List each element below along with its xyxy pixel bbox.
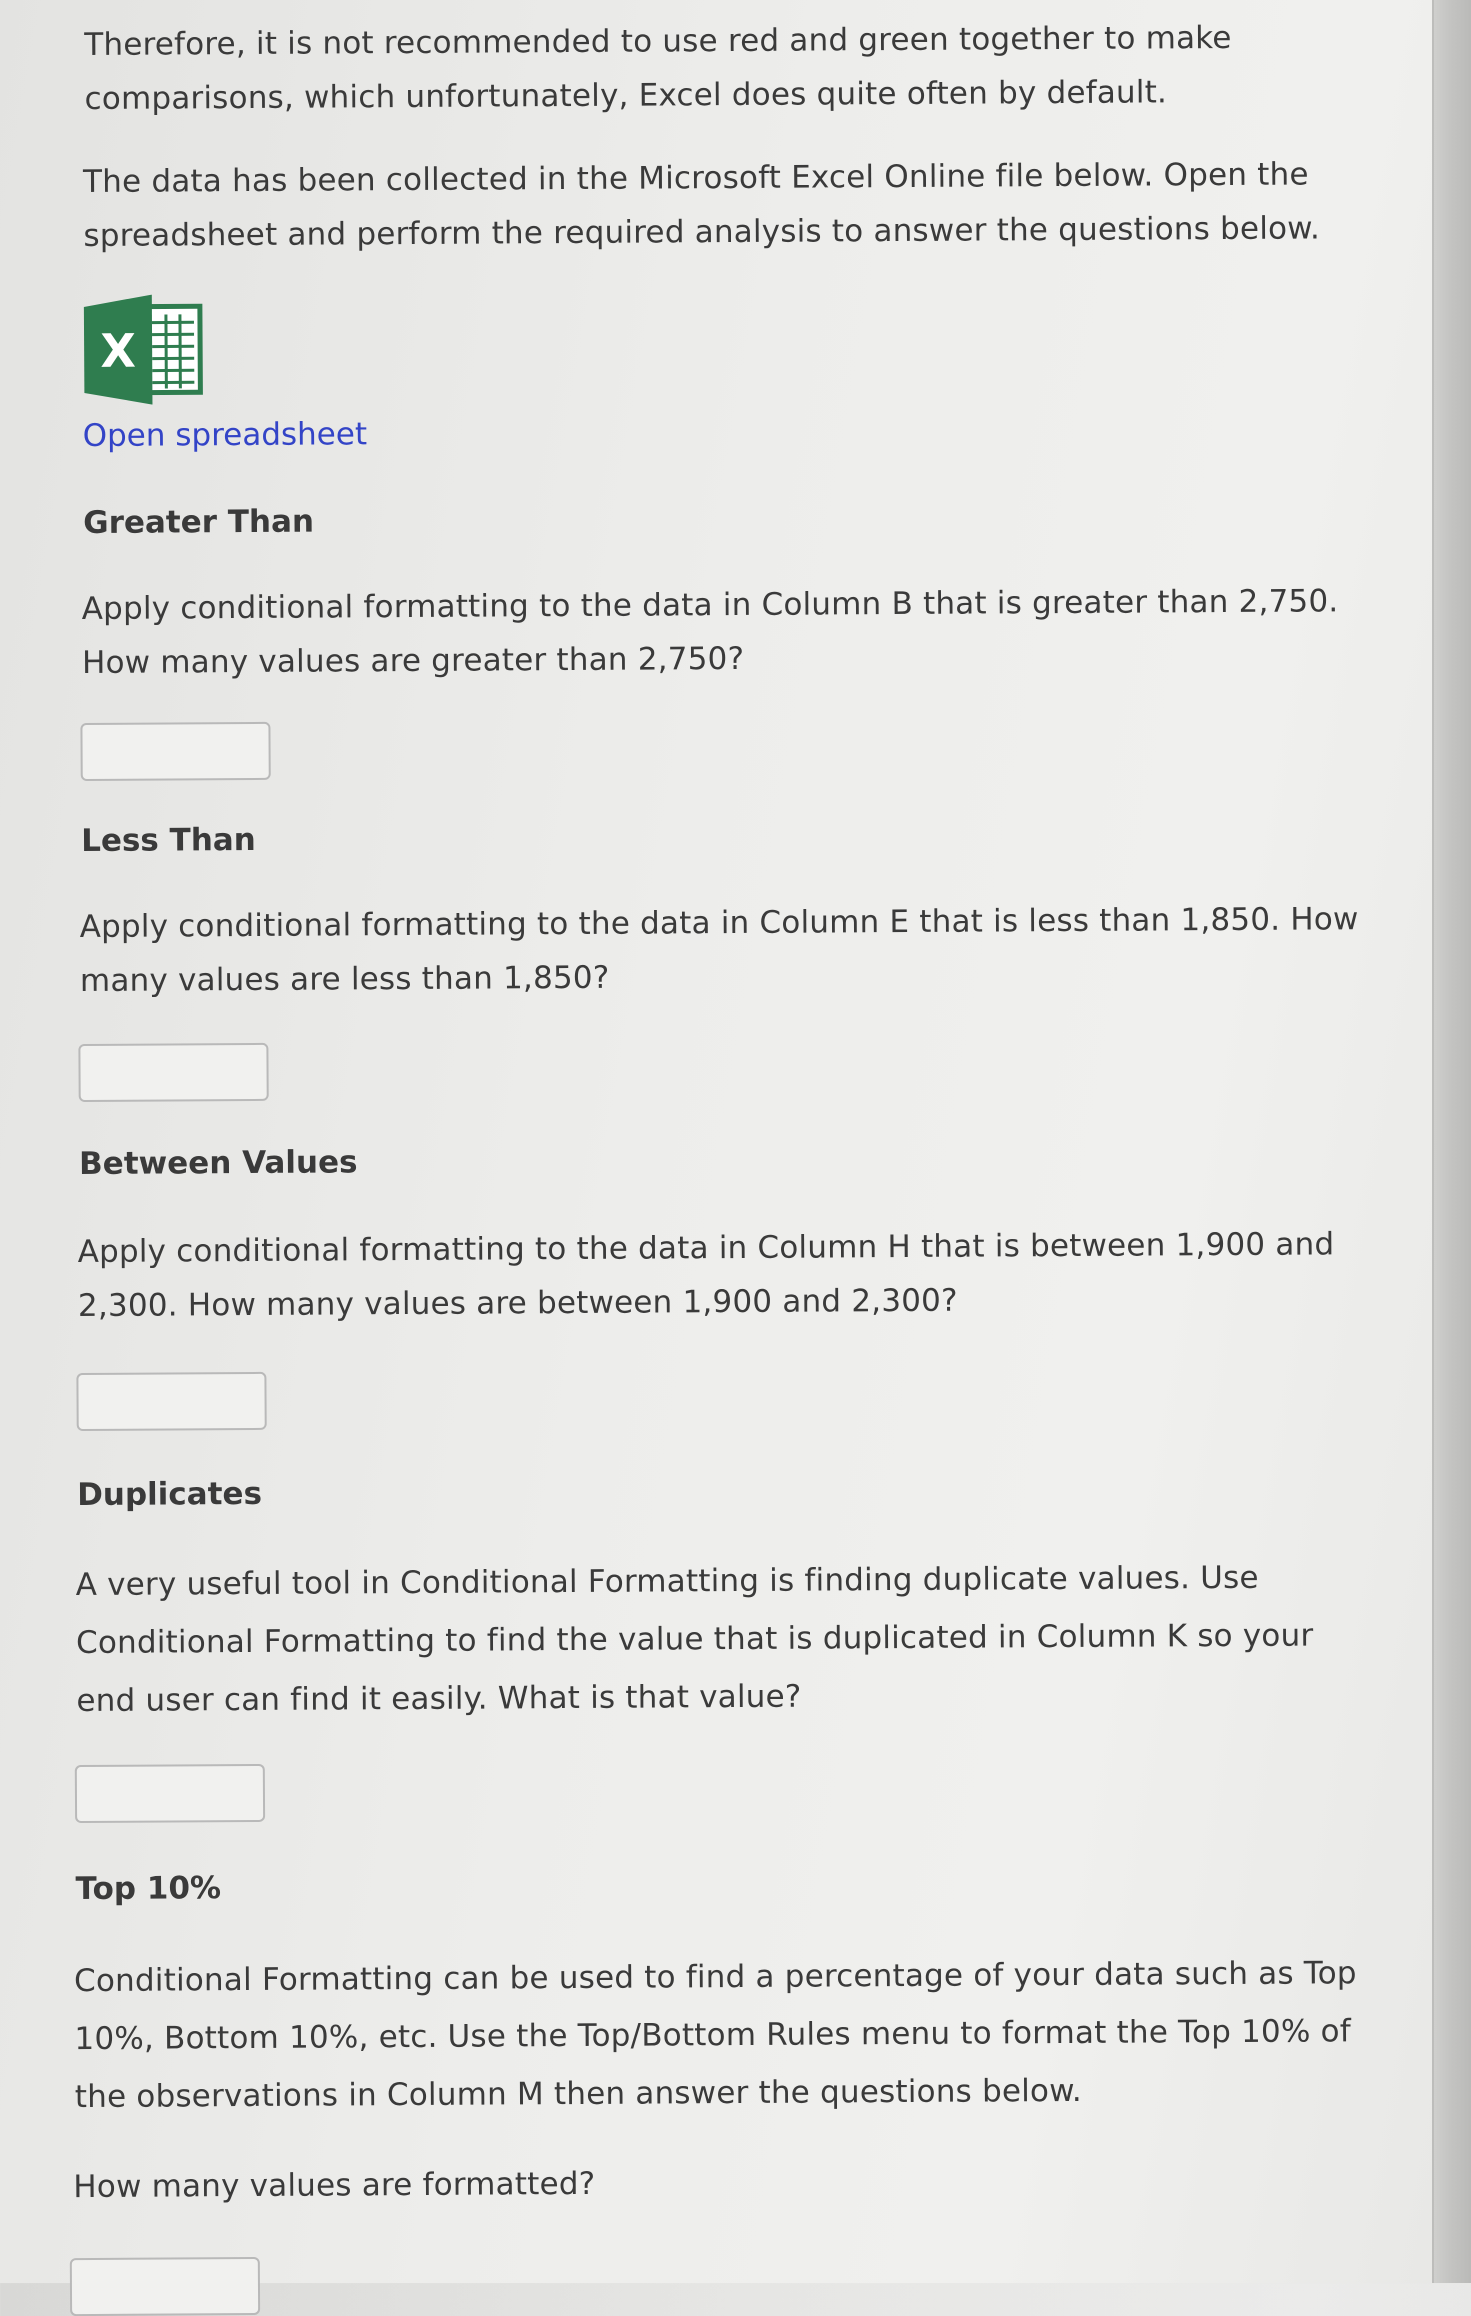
section-heading-top-10-percent: Top 10% <box>75 1870 221 1907</box>
section-heading-greater-than: Greater Than <box>83 504 314 541</box>
answer-input-greater-than[interactable] <box>80 722 270 781</box>
excel-file-icon[interactable] <box>82 294 205 405</box>
question-less-than: Apply conditional formatting to the data in Column E that is less than 1,850. How many values are less than 1,850? <box>79 892 1370 1008</box>
subquestion-top-10-percent: How many values are formatted? <box>73 2153 1273 2214</box>
excel-icon-letter: X <box>100 324 136 378</box>
intro-paragraph-2: The data has been collected in the Microsoft Excel Online file below. Open the spreadsheet and perform the required analysis to answer the questions below. <box>83 147 1364 263</box>
question-between-values: Apply conditional formatting to the data in Column H that is between 1,900 and 2,300. How many values are between 1,900 and 2,300? <box>77 1217 1378 1333</box>
answer-input-top-10-percent[interactable] <box>70 2257 260 2316</box>
intro-paragraph-1: Therefore, it is not recommended to use red and green together to make comparisons, which unfortunately, Excel does quite often by default. <box>84 10 1365 126</box>
question-duplicates: A very useful tool in Conditional Formatting is finding duplicate values. Use Conditional Formatting to find the value that is duplicated in Column K so your end user can find it easily. What is that value? <box>76 1548 1367 1730</box>
scrollbar-track[interactable] <box>1432 0 1471 2283</box>
question-greater-than: Apply conditional formatting to the data in Column B that is greater than 2,750. How many values are greater than 2,750? <box>82 574 1373 690</box>
answer-input-between-values[interactable] <box>76 1372 266 1431</box>
open-spreadsheet-link[interactable]: Open spreadsheet <box>83 416 368 454</box>
answer-input-less-than[interactable] <box>78 1043 268 1102</box>
answer-input-duplicates[interactable] <box>75 1764 265 1823</box>
question-top-10-percent: Conditional Formatting can be used to find a percentage of your data such as Top 10%, Bottom 10%, etc. Use the Top/Bottom Rules menu to format the Top 10% of the observations in Column M then answer the questions below. <box>74 1944 1375 2126</box>
section-heading-less-than: Less Than <box>81 822 256 859</box>
section-heading-duplicates: Duplicates <box>77 1476 262 1513</box>
section-heading-between-values: Between Values <box>79 1144 358 1182</box>
